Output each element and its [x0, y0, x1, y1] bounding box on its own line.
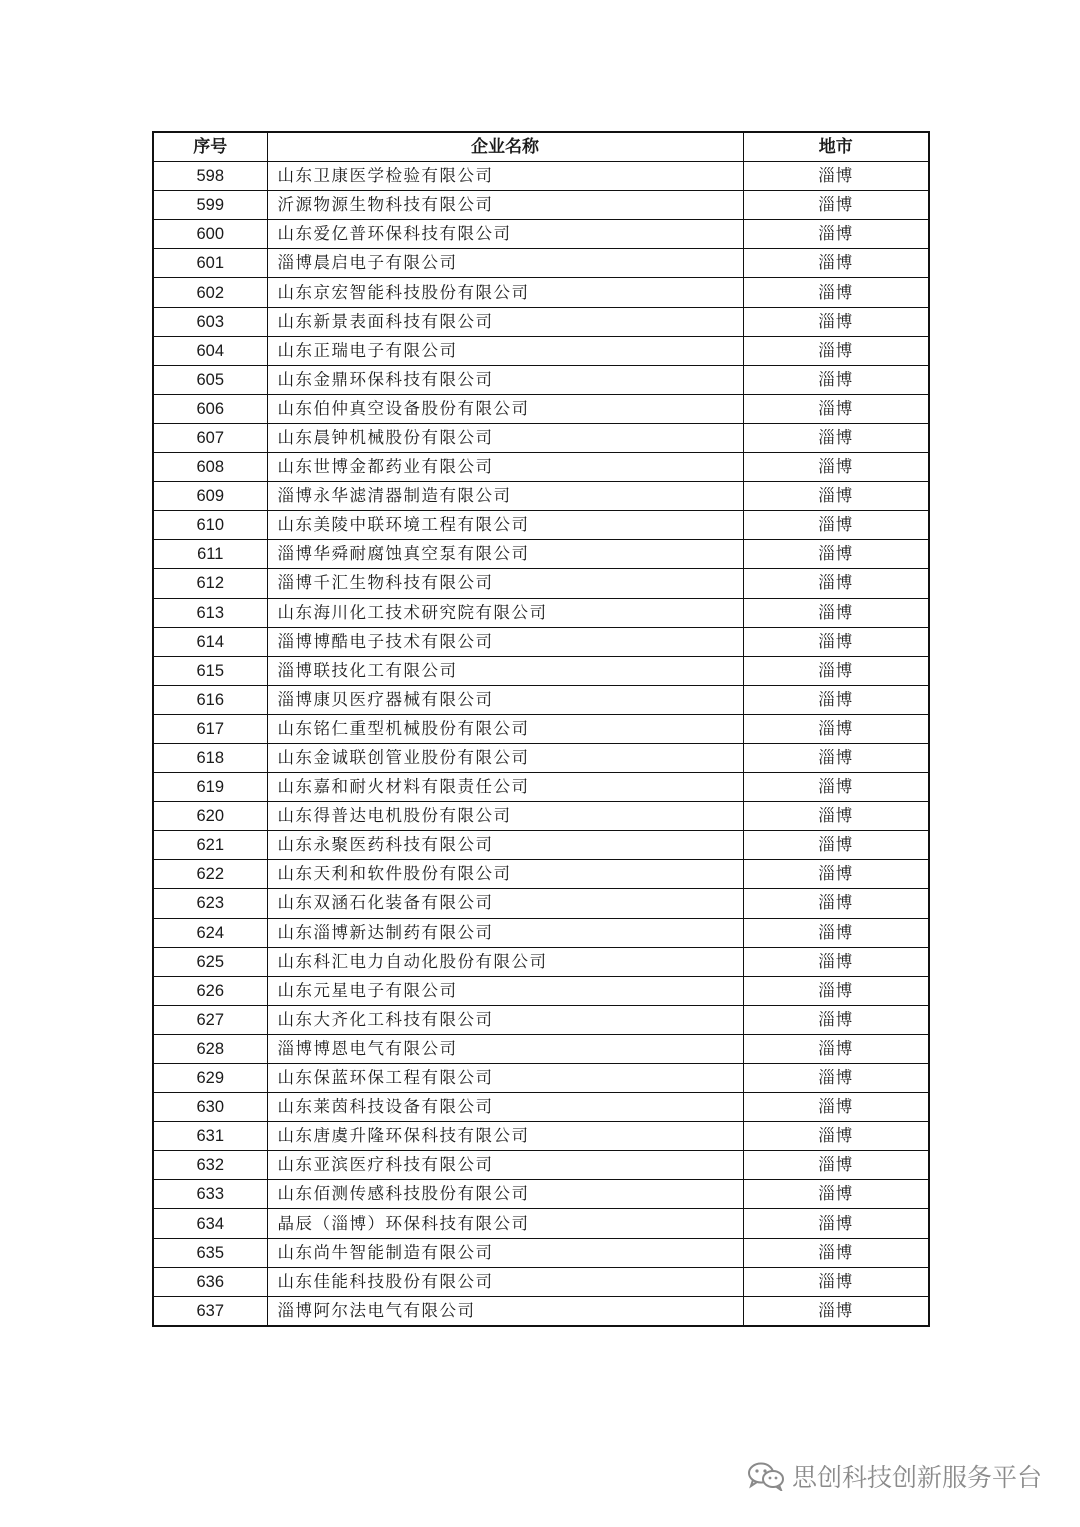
table-row: [153, 802, 929, 831]
table-row: [153, 1034, 929, 1063]
row-city: 淄博: [743, 191, 929, 220]
row-serial-number: 603: [153, 307, 267, 336]
table-row: [153, 947, 929, 976]
row-company-name: 淄博晨启电子有限公司: [267, 249, 743, 278]
table-row: [153, 220, 929, 249]
row-company-name: 山东晨钟机械股份有限公司: [267, 423, 743, 452]
row-company-name: 山东尚牛智能制造有限公司: [267, 1238, 743, 1267]
row-serial-number: 600: [153, 220, 267, 249]
enterprise-table: [152, 131, 930, 1327]
table-row: [153, 191, 929, 220]
row-city: 淄博: [743, 1093, 929, 1122]
row-serial-number: 622: [153, 860, 267, 889]
row-company-name: 山东世博金都药业有限公司: [267, 453, 743, 482]
row-city: 淄博: [743, 860, 929, 889]
row-company-name: 山东铭仁重型机械股份有限公司: [267, 714, 743, 743]
row-city: 淄博: [743, 685, 929, 714]
row-company-name: 山东爱亿普环保科技有限公司: [267, 220, 743, 249]
row-company-name: 山东淄博新达制药有限公司: [267, 918, 743, 947]
table-row: [153, 889, 929, 918]
row-company-name: 山东佳能科技股份有限公司: [267, 1267, 743, 1296]
row-serial-number: 630: [153, 1093, 267, 1122]
row-serial-number: 616: [153, 685, 267, 714]
row-city: 淄博: [743, 1238, 929, 1267]
table-row: [153, 307, 929, 336]
row-serial-number: 624: [153, 918, 267, 947]
header-company-name: 企业名称: [267, 132, 743, 162]
row-company-name: 山东新景表面科技有限公司: [267, 307, 743, 336]
row-city: 淄博: [743, 1267, 929, 1296]
row-serial-number: 625: [153, 947, 267, 976]
table-row: [153, 831, 929, 860]
row-company-name: 山东元星电子有限公司: [267, 976, 743, 1005]
table-header: [153, 132, 929, 162]
row-city: 淄博: [743, 976, 929, 1005]
table-row: [153, 1064, 929, 1093]
enterprise-table-container: [152, 131, 928, 1327]
row-company-name: 淄博华舜耐腐蚀真空泵有限公司: [267, 540, 743, 569]
row-company-name: 山东海川化工技术研究院有限公司: [267, 598, 743, 627]
row-city: 淄博: [743, 220, 929, 249]
row-serial-number: 610: [153, 511, 267, 540]
row-city: 淄博: [743, 773, 929, 802]
table-row: [153, 627, 929, 656]
row-company-name: 山东卫康医学检验有限公司: [267, 162, 743, 191]
table-row: [153, 453, 929, 482]
table-row: [153, 656, 929, 685]
header-row: [153, 132, 929, 162]
row-serial-number: 623: [153, 889, 267, 918]
row-serial-number: 621: [153, 831, 267, 860]
table-row: [153, 1238, 929, 1267]
watermark: [746, 1458, 1042, 1494]
row-city: 淄博: [743, 598, 929, 627]
table-row: [153, 1122, 929, 1151]
row-city: 淄博: [743, 1151, 929, 1180]
row-company-name: 山东永聚医药科技有限公司: [267, 831, 743, 860]
row-city: 淄博: [743, 569, 929, 598]
row-serial-number: 613: [153, 598, 267, 627]
table-row: [153, 482, 929, 511]
table-row: [153, 685, 929, 714]
table-row: [153, 743, 929, 772]
row-city: 淄博: [743, 831, 929, 860]
row-serial-number: 633: [153, 1180, 267, 1209]
row-city: 淄博: [743, 423, 929, 452]
row-city: 淄博: [743, 1296, 929, 1326]
row-serial-number: 601: [153, 249, 267, 278]
table-row: [153, 918, 929, 947]
table-row: [153, 1093, 929, 1122]
row-company-name: 山东科汇电力自动化股份有限公司: [267, 947, 743, 976]
row-serial-number: 602: [153, 278, 267, 307]
table-row: [153, 1267, 929, 1296]
row-city: 淄博: [743, 1122, 929, 1151]
wechat-icon: [746, 1461, 786, 1491]
row-serial-number: 609: [153, 482, 267, 511]
table-body: [153, 162, 929, 1326]
row-company-name: 山东双涵石化装备有限公司: [267, 889, 743, 918]
row-serial-number: 606: [153, 394, 267, 423]
header-city: 地市: [743, 132, 929, 162]
row-company-name: 淄博博恩电气有限公司: [267, 1034, 743, 1063]
row-serial-number: 612: [153, 569, 267, 598]
row-city: 淄博: [743, 307, 929, 336]
row-company-name: 山东天利和软件股份有限公司: [267, 860, 743, 889]
row-company-name: 淄博博酷电子技术有限公司: [267, 627, 743, 656]
row-company-name: 山东嘉和耐火材料有限责任公司: [267, 773, 743, 802]
row-company-name: 山东大齐化工科技有限公司: [267, 1005, 743, 1034]
row-city: 淄博: [743, 278, 929, 307]
row-serial-number: 628: [153, 1034, 267, 1063]
row-city: 淄博: [743, 1209, 929, 1238]
row-company-name: 山东金诚联创管业股份有限公司: [267, 743, 743, 772]
row-city: 淄博: [743, 627, 929, 656]
table-row: [153, 1209, 929, 1238]
row-company-name: 淄博阿尔法电气有限公司: [267, 1296, 743, 1326]
table-row: [153, 423, 929, 452]
row-serial-number: 632: [153, 1151, 267, 1180]
row-city: 淄博: [743, 540, 929, 569]
row-city: 淄博: [743, 889, 929, 918]
row-city: 淄博: [743, 1005, 929, 1034]
row-serial-number: 629: [153, 1064, 267, 1093]
row-city: 淄博: [743, 918, 929, 947]
row-serial-number: 607: [153, 423, 267, 452]
row-city: 淄博: [743, 336, 929, 365]
row-serial-number: 626: [153, 976, 267, 1005]
row-company-name: 淄博千汇生物科技有限公司: [267, 569, 743, 598]
row-serial-number: 636: [153, 1267, 267, 1296]
table-row: [153, 976, 929, 1005]
row-city: 淄博: [743, 743, 929, 772]
table-row: [153, 511, 929, 540]
row-city: 淄博: [743, 802, 929, 831]
table-row: [153, 1180, 929, 1209]
row-company-name: 晶辰（淄博）环保科技有限公司: [267, 1209, 743, 1238]
row-serial-number: 617: [153, 714, 267, 743]
row-serial-number: 631: [153, 1122, 267, 1151]
header-serial-number: 序号: [153, 132, 267, 162]
row-company-name: 山东亚滨医疗科技有限公司: [267, 1151, 743, 1180]
table-row: [153, 1005, 929, 1034]
row-city: 淄博: [743, 482, 929, 511]
row-serial-number: 615: [153, 656, 267, 685]
row-company-name: 山东金鼎环保科技有限公司: [267, 365, 743, 394]
table-row: [153, 278, 929, 307]
row-serial-number: 635: [153, 1238, 267, 1267]
table-row: [153, 336, 929, 365]
row-company-name: 山东佰测传感科技股份有限公司: [267, 1180, 743, 1209]
table-row: [153, 365, 929, 394]
row-company-name: 淄博康贝医疗器械有限公司: [267, 685, 743, 714]
row-company-name: 山东美陵中联环境工程有限公司: [267, 511, 743, 540]
row-city: 淄博: [743, 1180, 929, 1209]
row-company-name: 山东伯仲真空设备股份有限公司: [267, 394, 743, 423]
table-row: [153, 249, 929, 278]
row-city: 淄博: [743, 714, 929, 743]
row-city: 淄博: [743, 365, 929, 394]
table-row: [153, 1151, 929, 1180]
table-row: [153, 714, 929, 743]
row-serial-number: 611: [153, 540, 267, 569]
row-company-name: 淄博联技化工有限公司: [267, 656, 743, 685]
row-city: 淄博: [743, 947, 929, 976]
row-city: 淄博: [743, 162, 929, 191]
row-serial-number: 605: [153, 365, 267, 394]
row-city: 淄博: [743, 1034, 929, 1063]
row-city: 淄博: [743, 656, 929, 685]
row-serial-number: 599: [153, 191, 267, 220]
row-city: 淄博: [743, 453, 929, 482]
table-row: [153, 1296, 929, 1326]
table-row: [153, 162, 929, 191]
row-company-name: 淄博永华滤清器制造有限公司: [267, 482, 743, 511]
watermark-text: 思创科技创新服务平台: [791, 1463, 1042, 1492]
row-serial-number: 634: [153, 1209, 267, 1238]
row-serial-number: 614: [153, 627, 267, 656]
row-serial-number: 618: [153, 743, 267, 772]
row-serial-number: 598: [153, 162, 267, 191]
row-serial-number: 604: [153, 336, 267, 365]
table-row: [153, 860, 929, 889]
row-serial-number: 608: [153, 453, 267, 482]
row-company-name: 山东京宏智能科技股份有限公司: [267, 278, 743, 307]
row-company-name: 沂源物源生物科技有限公司: [267, 191, 743, 220]
row-company-name: 山东得普达电机股份有限公司: [267, 802, 743, 831]
table-row: [153, 540, 929, 569]
row-company-name: 山东正瑞电子有限公司: [267, 336, 743, 365]
row-company-name: 山东莱茵科技设备有限公司: [267, 1093, 743, 1122]
row-serial-number: 637: [153, 1296, 267, 1326]
table-row: [153, 394, 929, 423]
row-city: 淄博: [743, 511, 929, 540]
row-serial-number: 627: [153, 1005, 267, 1034]
row-serial-number: 620: [153, 802, 267, 831]
table-row: [153, 773, 929, 802]
table-row: [153, 598, 929, 627]
row-city: 淄博: [743, 394, 929, 423]
row-company-name: 山东保蓝环保工程有限公司: [267, 1064, 743, 1093]
row-serial-number: 619: [153, 773, 267, 802]
row-company-name: 山东唐虞升隆环保科技有限公司: [267, 1122, 743, 1151]
row-city: 淄博: [743, 249, 929, 278]
table-row: [153, 569, 929, 598]
row-city: 淄博: [743, 1064, 929, 1093]
